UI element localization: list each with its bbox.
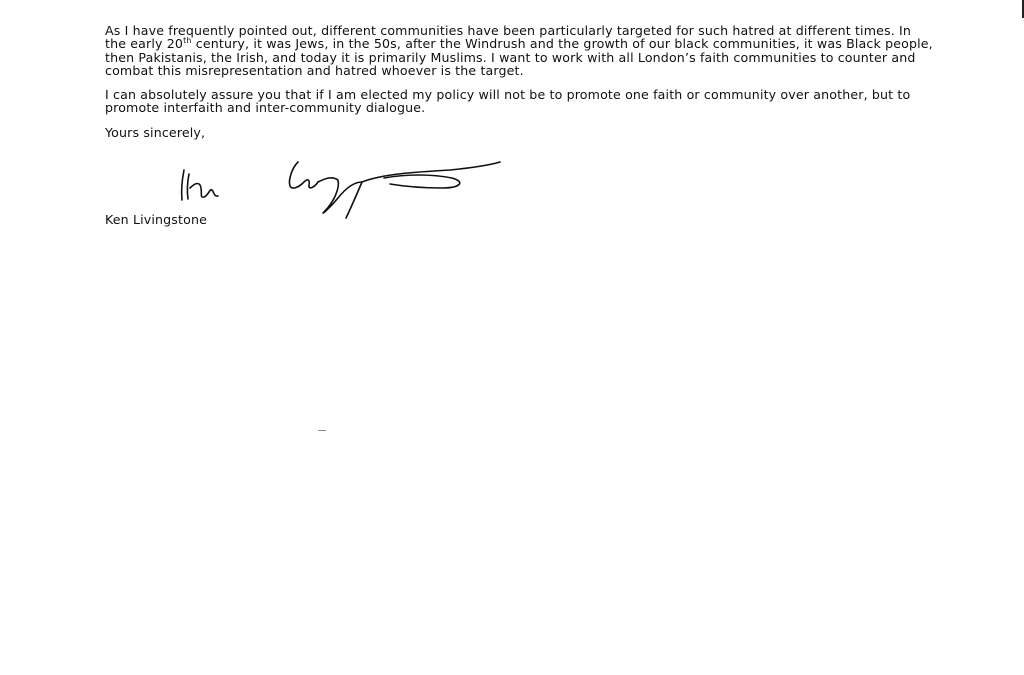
- paragraph-policy: I can absolutely assure you that if I am elected my policy will not be to promote one faith or community over another, but to promote interfaith and inter-community dialogue.: [105, 87, 911, 116]
- signer-name: Ken Livingstone: [105, 212, 207, 227]
- paragraph-1-text-a: As I have frequently pointed out, different communities have been particularly targeted for such hatred at different times. In the early 20: [105, 23, 912, 52]
- letter-body: [105, 24, 935, 149]
- paragraph-1-text-b: century, it was Jews, in the 50s, after the Windrush and the growth of our black communities, it was Black people, then Pakistanis, the Irish, and today it is primarily Muslims. I want to work with all London’s faith communities to counter and combat this misrepresentation and hatred whoever is the target.: [105, 36, 933, 78]
- ordinal-superscript: th: [183, 36, 192, 46]
- paragraph-communities: [105, 24, 935, 77]
- scan-speck: [318, 430, 326, 431]
- handwritten-signature: [170, 152, 510, 227]
- closing-salutation: Yours sincerely,: [105, 124, 206, 140]
